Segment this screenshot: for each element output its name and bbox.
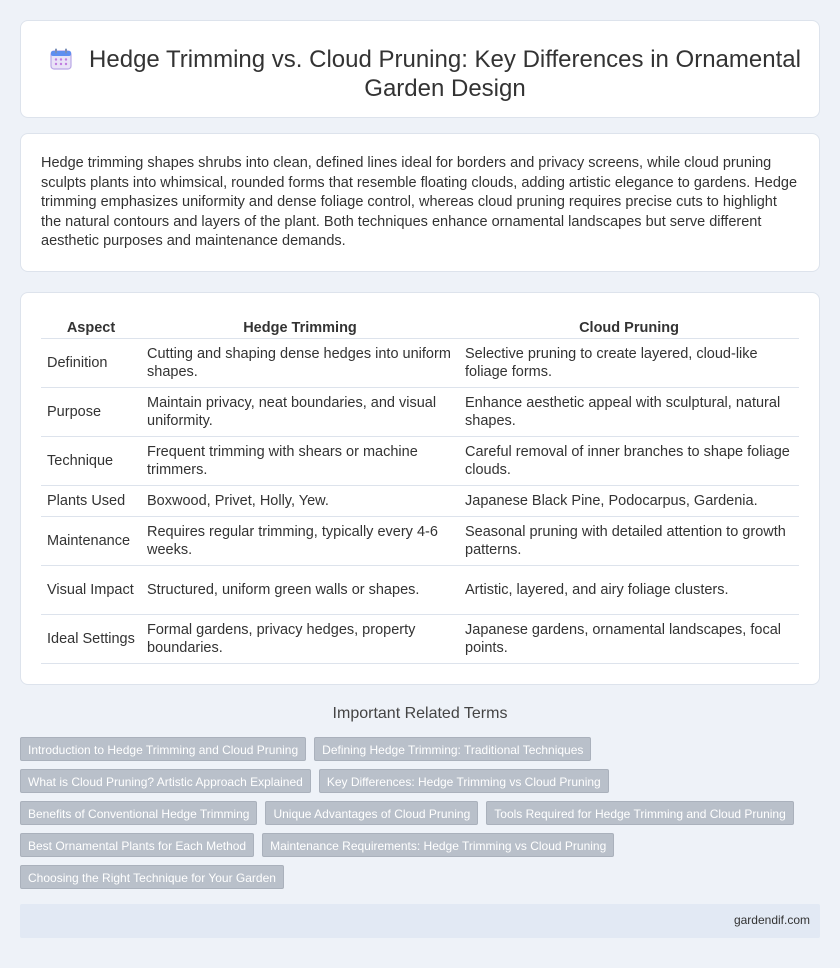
cell-aspect: Maintenance (41, 516, 141, 565)
related-term-link[interactable]: Defining Hedge Trimming: Traditional Techniques (314, 737, 591, 761)
cell-cloud: Enhance aesthetic appeal with sculptural, natural shapes. (459, 387, 799, 436)
related-term-link[interactable]: What is Cloud Pruning? Artistic Approach Explained (20, 769, 311, 793)
cell-cloud: Seasonal pruning with detailed attention to growth patterns. (459, 516, 799, 565)
table-row (41, 614, 799, 663)
cell-aspect: Definition (41, 338, 141, 387)
cell-hedge: Maintain privacy, neat boundaries, and visual uniformity. (141, 387, 459, 436)
cell-aspect: Plants Used (41, 485, 141, 516)
related-term-link[interactable]: Best Ornamental Plants for Each Method (20, 833, 254, 857)
related-terms-heading: Important Related Terms (332, 705, 508, 722)
footer (20, 904, 820, 938)
cell-hedge: Structured, uniform green walls or shapes. (141, 565, 459, 614)
calendar-icon (49, 47, 73, 71)
cell-hedge: Boxwood, Privet, Holly, Yew. (141, 485, 459, 516)
cell-cloud: Japanese Black Pine, Podocarpus, Gardenia. (459, 485, 799, 516)
table-row (41, 516, 799, 565)
table-row (41, 485, 799, 516)
intro-card (20, 133, 820, 272)
cell-cloud: Careful removal of inner branches to shape foliage clouds. (459, 436, 799, 485)
intro-paragraph: Hedge trimming shapes shrubs into clean, defined lines ideal for borders and privacy screens, while cloud pruning sculpts plants into whimsical, rounded forms that resemble floating clouds, adding artistic elegance to gardens. Hedge trimming emphasizes uniformity and dense foliage control, whereas cloud pruning requires precise cuts to highlight the natural contours and layers of the plant. Both techniques enhance ornamental landscapes but serve different aesthetic purposes and maintenance demands. (41, 155, 798, 249)
header-aspect: Aspect (41, 311, 141, 338)
cell-aspect: Technique (41, 436, 141, 485)
cell-hedge: Requires regular trimming, typically every 4-6 weeks. (141, 516, 459, 565)
comparison-table (41, 311, 799, 664)
cell-hedge: Frequent trimming with shears or machine trimmers. (141, 436, 459, 485)
table-row (41, 436, 799, 485)
cell-aspect: Purpose (41, 387, 141, 436)
related-term-link[interactable]: Maintenance Requirements: Hedge Trimming vs Cloud Pruning (262, 833, 614, 857)
cell-cloud: Selective pruning to create layered, cloud-like foliage forms. (459, 338, 799, 387)
related-term-link[interactable]: Unique Advantages of Cloud Pruning (265, 801, 478, 825)
table-row (41, 338, 799, 387)
table-header-row (41, 311, 799, 338)
cell-aspect: Visual Impact (41, 565, 141, 614)
related-terms-list (20, 737, 820, 889)
related-term-link[interactable]: Introduction to Hedge Trimming and Cloud Pruning (20, 737, 306, 761)
cell-hedge: Cutting and shaping dense hedges into uniform shapes. (141, 338, 459, 387)
cell-cloud: Japanese gardens, ornamental landscapes, focal points. (459, 614, 799, 663)
cell-hedge: Formal gardens, privacy hedges, property boundaries. (141, 614, 459, 663)
table-row (41, 387, 799, 436)
header-cloud-pruning: Cloud Pruning (459, 311, 799, 338)
title-card (20, 20, 820, 118)
cell-aspect: Ideal Settings (41, 614, 141, 663)
related-term-link[interactable]: Tools Required for Hedge Trimming and Cloud Pruning (486, 801, 794, 825)
related-term-link[interactable]: Key Differences: Hedge Trimming vs Cloud Pruning (319, 769, 609, 793)
comparison-card (20, 292, 820, 685)
related-term-link[interactable]: Benefits of Conventional Hedge Trimming (20, 801, 257, 825)
related-term-link[interactable]: Choosing the Right Technique for Your Garden (20, 865, 284, 889)
table-row (41, 565, 799, 614)
header-hedge-trimming: Hedge Trimming (141, 311, 459, 338)
page-title: Hedge Trimming vs. Cloud Pruning: Key Differences in Ornamental Garden Design (89, 46, 801, 102)
cell-cloud: Artistic, layered, and airy foliage clusters. (459, 565, 799, 614)
footer-site-link[interactable]: gardendif.com (733, 913, 810, 927)
